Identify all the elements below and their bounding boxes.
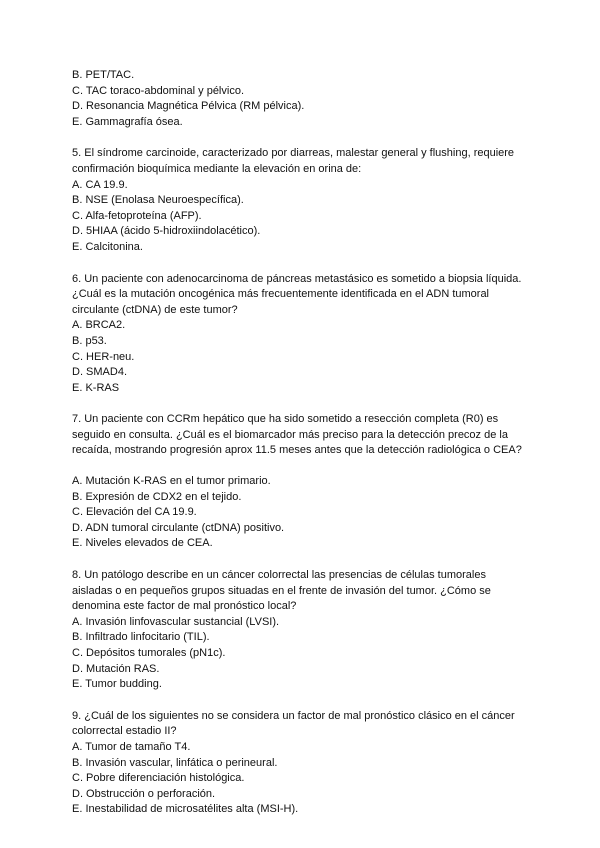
option-b: B. Expresión de CDX2 en el tejido. (72, 490, 242, 503)
option-c: C. TAC toraco-abdominal y pélvico. (72, 84, 244, 97)
document-page (72, 68, 542, 818)
option-e: E. Inestabilidad de microsatélites alta (MSI-H). (72, 803, 299, 816)
option-e: E. K-RAS (72, 381, 120, 394)
question-9 (72, 709, 542, 818)
question-5 (72, 146, 542, 255)
question-stem: 6. Un paciente con adenocarcinoma de páncreas metastásico es sometido a biopsia líquida. (72, 272, 522, 285)
question-stem: circulante (ctDNA) de este tumor? (72, 303, 238, 316)
option-c: C. Elevación del CA 19.9. (72, 506, 197, 519)
question-stem: confirmación bioquímica mediante la elevación en orina de: (72, 162, 362, 175)
option-b: B. Invasión vascular, linfática o perineural. (72, 756, 278, 769)
option-a: A. Tumor de tamaño T4. (72, 740, 191, 753)
question-stem: aisladas o en pequeños grupos situadas en el frente de invasión del tumor. ¿Cómo se (72, 584, 491, 597)
question-4-options (72, 68, 542, 130)
option-c: C. Alfa-fetoproteína (AFP). (72, 209, 202, 222)
question-8 (72, 568, 542, 693)
question-stem: recaída, mostrando progresión aprox 11.5 meses antes que la detección radiológica o CEA? (72, 444, 522, 457)
question-stem: 8. Un patólogo describe en un cáncer colorrectal las presencias de células tumorales (72, 569, 486, 582)
option-c: C. Pobre diferenciación histológica. (72, 772, 245, 785)
question-stem: 5. El síndrome carcinoide, caracterizado por diarreas, malestar general y flushing, requiere (72, 147, 515, 160)
question-stem: 7. Un paciente con CCRm hepático que ha sido sometido a resección completa (R0) es (72, 413, 499, 426)
question-stem: 9. ¿Cuál de los siguientes no se considera un factor de mal pronóstico clásico en el cáncer (72, 709, 515, 722)
option-d: D. Obstrucción o perforación. (72, 787, 216, 800)
option-d: D. Mutación RAS. (72, 662, 160, 675)
question-7 (72, 412, 542, 552)
question-stem: denomina este factor de mal pronóstico local? (72, 600, 297, 613)
option-e: E. Tumor budding. (72, 678, 162, 691)
question-6 (72, 272, 542, 397)
option-a: A. Mutación K-RAS en el tumor primario. (72, 475, 271, 488)
option-a: A. BRCA2. (72, 319, 126, 332)
option-d: D. ADN tumoral circulante (ctDNA) positivo. (72, 521, 285, 534)
option-c: C. HER-neu. (72, 350, 135, 363)
option-d: D. SMAD4. (72, 366, 128, 379)
option-c: C. Depósitos tumorales (pN1c). (72, 647, 226, 659)
option-a: A. Invasión linfovascular sustancial (LVSI). (72, 615, 280, 628)
option-a: A. CA 19.9. (72, 178, 128, 191)
question-stem: colorrectal estadio II? (72, 725, 177, 738)
question-stem: seguido en consulta. ¿Cuál es el biomarcador más preciso para la detección precoz de la (72, 428, 508, 441)
option-b: B. NSE (Enolasa Neuroespecífica). (72, 194, 244, 207)
option-b: B. p53. (72, 334, 107, 347)
option-e: E. Niveles elevados de CEA. (72, 537, 213, 550)
option-d: D. 5HIAA (ácido 5-hidroxiindolacético). (72, 225, 261, 238)
question-stem: ¿Cuál es la mutación oncogénica más frecuentemente identificada en el ADN tumoral (72, 288, 490, 301)
option-e: E. Gammagrafía ósea. (72, 115, 183, 128)
option-b: B. Infiltrado linfocitario (TIL). (72, 631, 210, 644)
option-e: E. Calcitonina. (72, 240, 143, 253)
option-b: B. PET/TAC. (72, 69, 135, 81)
option-d: D. Resonancia Magnética Pélvica (RM pélvica). (72, 100, 305, 113)
